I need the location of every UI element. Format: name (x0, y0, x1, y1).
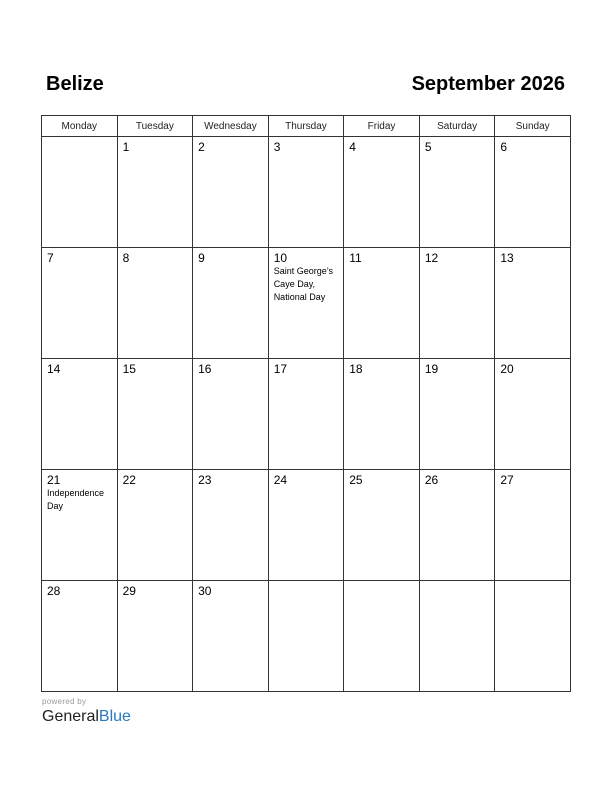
day-number: 29 (122, 584, 136, 598)
weekday-header: Friday (344, 116, 420, 137)
day-cell (117, 470, 193, 581)
day-number: 3 (273, 140, 281, 154)
day-cell (42, 359, 118, 470)
day-number: 6 (500, 140, 508, 154)
powered-by-label: powered by (42, 697, 87, 706)
day-cell (495, 470, 571, 581)
day-cell (42, 137, 118, 248)
brand-name-part2: Blue (98, 708, 131, 725)
weekday-header: Wednesday (193, 116, 269, 137)
day-cell (117, 137, 193, 248)
day-cell (268, 248, 344, 359)
week-row (42, 359, 571, 470)
day-cell (495, 581, 571, 692)
day-number: 14 (47, 362, 61, 376)
day-number: 12 (424, 251, 439, 265)
day-number: 8 (122, 251, 130, 265)
day-number: 24 (273, 473, 288, 487)
day-cell (268, 359, 344, 470)
brand-logo (42, 707, 131, 727)
holiday-label: Saint George’s Caye Day, National Day (273, 266, 334, 302)
day-number: 10 (273, 251, 288, 265)
holiday-label: Independence Day (47, 488, 105, 511)
day-cell (117, 581, 193, 692)
day-number: 15 (122, 362, 136, 376)
day-cell (419, 359, 495, 470)
week-row (42, 248, 571, 359)
day-cell (419, 470, 495, 581)
day-cell (344, 581, 420, 692)
day-number: 20 (500, 362, 514, 376)
day-number: 23 (198, 473, 212, 487)
week-row (42, 470, 571, 581)
day-cell (268, 137, 344, 248)
day-number: 9 (198, 251, 205, 265)
weekday-header: Saturday (419, 116, 495, 137)
day-cell (344, 359, 420, 470)
day-number: 21 (47, 473, 61, 487)
day-number: 1 (122, 140, 130, 154)
weekday-header: Tuesday (117, 116, 193, 137)
day-number: 16 (198, 362, 212, 376)
day-number: 30 (198, 584, 212, 598)
day-cell (495, 137, 571, 248)
day-cell (495, 248, 571, 359)
day-number: 25 (349, 473, 363, 487)
day-number: 7 (47, 251, 54, 265)
day-number: 22 (122, 473, 136, 487)
day-number: 5 (424, 140, 432, 154)
day-number: 19 (424, 362, 439, 376)
day-cell (42, 470, 118, 581)
day-number: 13 (500, 251, 514, 265)
day-cell (117, 248, 193, 359)
day-cell (193, 470, 269, 581)
day-number: 4 (349, 140, 356, 154)
day-cell (419, 137, 495, 248)
calendar-grid (41, 115, 571, 692)
day-cell (42, 581, 118, 692)
day-number: 28 (47, 584, 61, 598)
day-cell (193, 581, 269, 692)
day-cell (495, 359, 571, 470)
day-cell (117, 359, 193, 470)
day-cell (193, 359, 269, 470)
day-cell (344, 248, 420, 359)
day-cell (193, 137, 269, 248)
day-number: 26 (424, 473, 439, 487)
month-year-title: September 2026 (411, 73, 565, 95)
footer-branding (42, 697, 131, 727)
day-cell (268, 470, 344, 581)
day-number: 18 (349, 362, 363, 376)
week-row (42, 581, 571, 692)
day-cell (419, 248, 495, 359)
country-title: Belize (46, 73, 104, 95)
day-cell (419, 581, 495, 692)
day-cell (344, 470, 420, 581)
day-cell (42, 248, 118, 359)
brand-name-part1: General (42, 708, 99, 725)
day-number: 11 (349, 251, 362, 265)
day-number: 17 (273, 362, 288, 376)
weekday-header-row (42, 116, 571, 137)
day-cell (193, 248, 269, 359)
day-cell (344, 137, 420, 248)
weekday-header: Thursday (268, 116, 344, 137)
weekday-header: Sunday (495, 116, 571, 137)
day-cell (268, 581, 344, 692)
weekday-header: Monday (42, 116, 118, 137)
week-row (42, 137, 571, 248)
day-number: 2 (198, 140, 205, 154)
day-number: 27 (500, 473, 514, 487)
